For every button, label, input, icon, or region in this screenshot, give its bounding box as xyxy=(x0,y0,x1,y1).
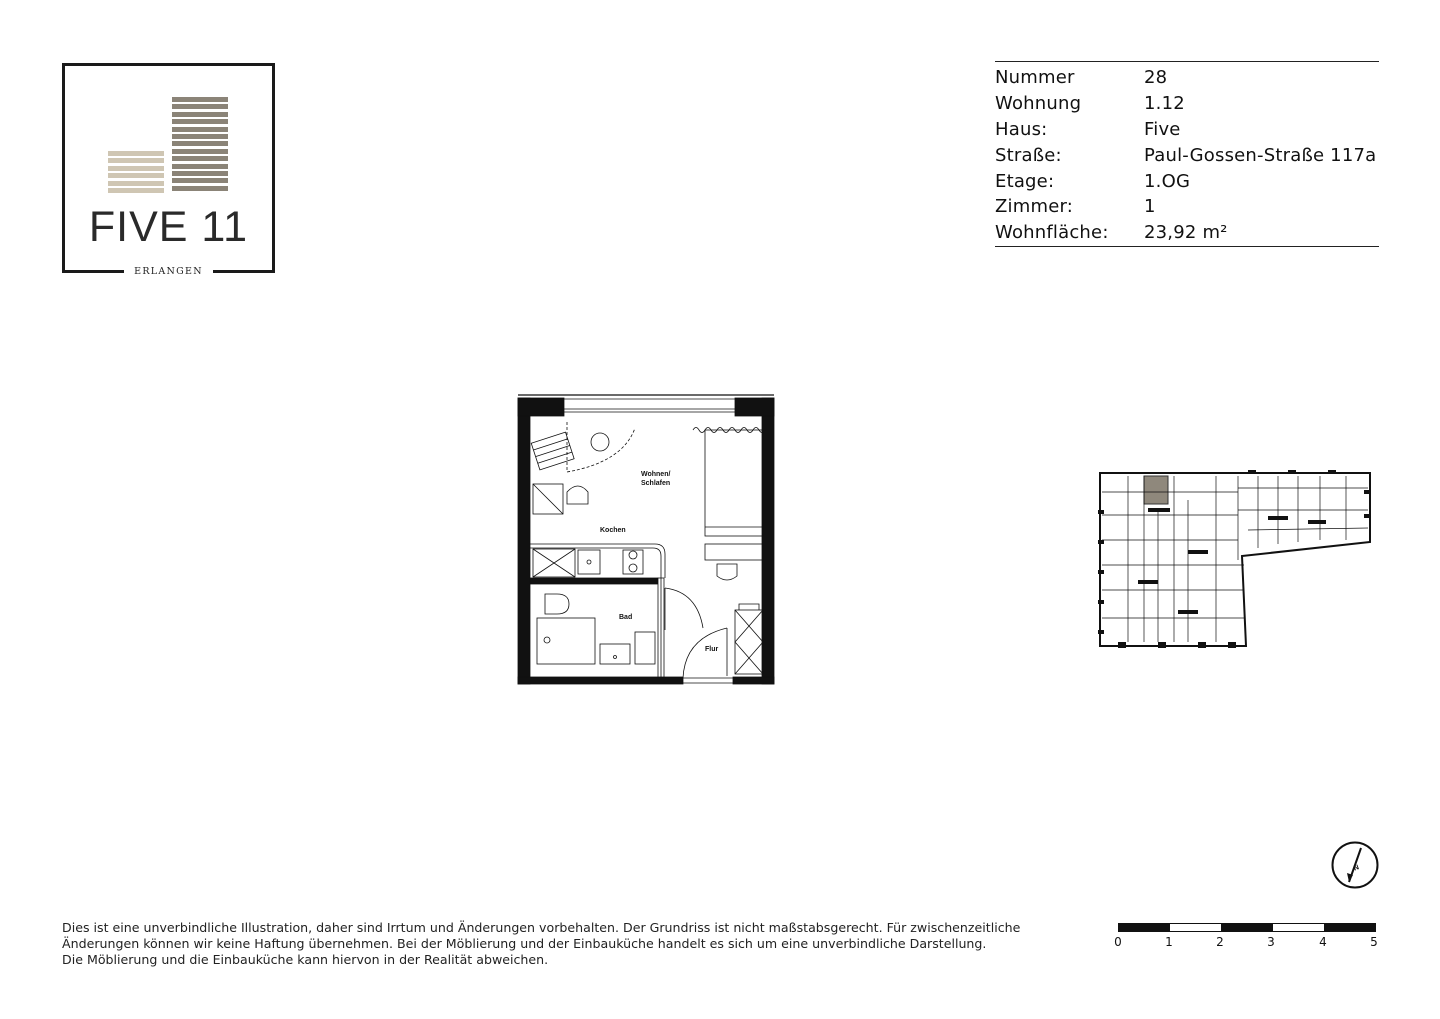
logo-stripe xyxy=(172,134,228,139)
info-row-floor xyxy=(995,168,1379,194)
scale-segment xyxy=(1170,924,1221,931)
building-outline xyxy=(1100,473,1370,646)
room-label-bath: Bad xyxy=(619,614,633,621)
info-row-rooms xyxy=(995,194,1379,220)
logo-stripe xyxy=(108,158,164,163)
bath-door-swing xyxy=(665,588,703,628)
scale-segment xyxy=(1221,924,1272,931)
room-label-hall: Flur xyxy=(705,646,719,653)
logo-bars-dark xyxy=(172,97,228,193)
info-label: Straße: xyxy=(995,144,1062,166)
info-value: 1.OG xyxy=(1144,170,1191,192)
scale-segment xyxy=(1273,924,1324,931)
scale-tick: 3 xyxy=(1267,935,1275,949)
entry-door-swing xyxy=(683,628,727,678)
wall-bath-north xyxy=(530,578,658,584)
info-row-area xyxy=(995,220,1379,246)
scale-tick: 2 xyxy=(1216,935,1224,949)
scale-bar-segments xyxy=(1118,923,1376,932)
scale-tick-labels xyxy=(1112,935,1388,951)
logo-bars-light xyxy=(108,151,164,195)
info-value: 1 xyxy=(1144,196,1156,218)
info-row-number xyxy=(995,65,1379,91)
logo-stripe xyxy=(172,112,228,117)
room-label-living-2: Schlafen xyxy=(641,480,671,487)
bed xyxy=(705,430,763,536)
disclaimer-text xyxy=(62,920,1052,969)
washbasin xyxy=(600,644,630,664)
info-label: Etage: xyxy=(995,170,1055,192)
info-value: Paul-Gossen-Straße 117a xyxy=(1144,144,1377,166)
compass-letter: N xyxy=(1352,864,1361,873)
floor-plan xyxy=(515,392,777,686)
logo-stripe xyxy=(172,127,228,132)
info-label: Nummer xyxy=(995,67,1075,89)
wall-west xyxy=(518,398,530,684)
logo-wordmark: FIVE 11 xyxy=(88,203,249,251)
brand-logo xyxy=(62,63,275,276)
info-value: 28 xyxy=(1144,67,1168,89)
apartment-highlight xyxy=(1144,476,1168,504)
logo-stripe xyxy=(172,97,228,102)
logo-stripe xyxy=(172,171,228,176)
side-table xyxy=(591,433,609,451)
info-value: Five xyxy=(1144,118,1181,140)
logo-stripe xyxy=(108,151,164,156)
info-value: 23,92 m² xyxy=(1144,222,1228,244)
scale-segment xyxy=(1324,924,1375,931)
info-label: Wohnung xyxy=(995,93,1082,115)
cooktop xyxy=(623,550,643,574)
sink xyxy=(578,550,600,574)
room-label-kitchen: Kochen xyxy=(600,527,626,534)
logo-stripe xyxy=(172,104,228,109)
info-label: Zimmer: xyxy=(995,196,1074,218)
wall-east xyxy=(762,398,774,684)
apartment-info-table xyxy=(995,61,1379,247)
info-row-apartment xyxy=(995,91,1379,117)
logo-stripe xyxy=(108,188,164,193)
logo-stripe xyxy=(172,119,228,124)
info-value: 1.12 xyxy=(1144,93,1185,115)
stool xyxy=(717,564,737,580)
logo-subtitle: ERLANGEN xyxy=(134,266,203,277)
wall-south-left xyxy=(518,677,683,684)
scale-tick: 5 xyxy=(1370,935,1378,949)
scale-tick: 1 xyxy=(1165,935,1173,949)
nightstand xyxy=(705,544,763,560)
info-label: Wohnfläche: xyxy=(995,222,1109,244)
building-key-plan xyxy=(1098,470,1374,652)
info-row-street xyxy=(995,142,1379,168)
wall-north-left xyxy=(518,398,564,416)
toilet xyxy=(545,594,569,614)
logo-stripe xyxy=(172,149,228,154)
wardrobe xyxy=(735,610,763,674)
info-label: Haus: xyxy=(995,118,1048,140)
wall-north-right xyxy=(735,398,774,416)
disclaimer-line: Änderungen können wir keine Haftung übernehmen. Bei der Möblierung und der Einbauküche handelt es sich um eine unverbindliche Darstellung. xyxy=(62,936,987,952)
logo-stripe xyxy=(108,181,164,186)
scale-tick: 4 xyxy=(1319,935,1327,949)
scale-tick: 0 xyxy=(1114,935,1122,949)
logo-stripe xyxy=(172,186,228,191)
north-arrow-icon xyxy=(1330,840,1380,890)
info-row-house xyxy=(995,117,1379,143)
logo-stripe xyxy=(172,178,228,183)
logo-stripe xyxy=(172,164,228,169)
logo-stripe xyxy=(172,156,228,161)
armchair xyxy=(531,432,574,470)
scale-segment xyxy=(1119,924,1170,931)
scale-bar xyxy=(1112,920,1382,954)
bath-cabinet xyxy=(635,632,655,664)
shower xyxy=(537,618,595,664)
room-label-living-1: Wohnen/ xyxy=(641,471,671,478)
disclaimer-line: Die Möblierung und die Einbauküche kann hiervon in der Realität abweichen. xyxy=(62,952,549,968)
wall-south-right xyxy=(733,677,774,684)
logo-stripe xyxy=(108,166,164,171)
logo-stripe xyxy=(108,173,164,178)
desk-chair xyxy=(567,486,588,504)
disclaimer-line: Dies ist eine unverbindliche Illustration, daher sind Irrtum und Änderungen vorbehalten. Der Grundriss ist nicht maßstabsgerecht. Für zwischenzeitliche xyxy=(62,920,1021,935)
logo-stripe xyxy=(172,141,228,146)
